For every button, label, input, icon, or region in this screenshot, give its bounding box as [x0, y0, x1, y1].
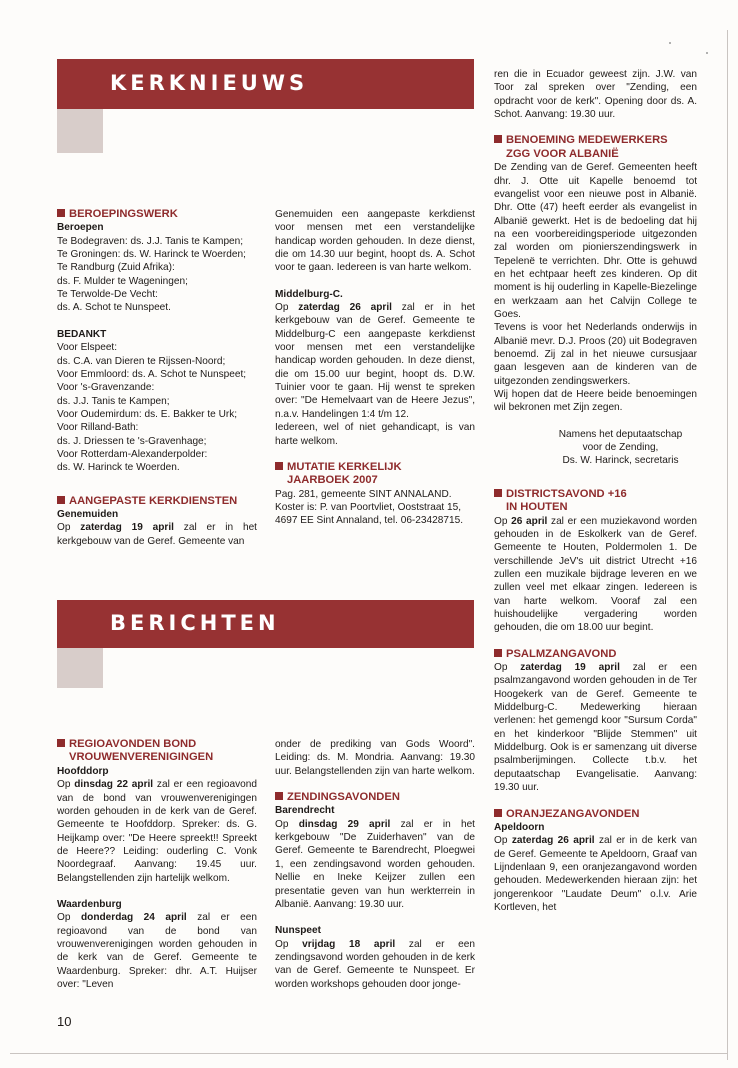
- text-line: Te Randburg (Zuid Afrika):: [57, 262, 175, 274]
- spacer: [57, 315, 257, 328]
- heading-square-icon: [57, 496, 65, 504]
- section-heading: [275, 791, 475, 804]
- paragraph: Wij hopen dat de Heere beide benoemingen wil bekronen met Zijn zegen.: [494, 389, 697, 414]
- heading-square-icon: [494, 809, 502, 817]
- heading-text: ORANJEZANGAVONDEN: [506, 807, 640, 820]
- heading-square-icon: [494, 489, 502, 497]
- paragraph-lead: Op: [57, 779, 75, 791]
- paragraph-date: zaterdag 26 april: [298, 302, 392, 314]
- text-line: ds. W. Harinck te Woerden.: [57, 462, 180, 474]
- spacer: [57, 885, 257, 898]
- paragraph-lead: Op: [494, 835, 512, 847]
- heading-text: DISTRICTSAVOND +16: [506, 487, 627, 500]
- section-heading: [494, 488, 697, 515]
- paragraph: [275, 938, 475, 991]
- subheading: Waardenburg: [57, 898, 122, 910]
- column-kerknieuws-left: [57, 208, 257, 548]
- column-right: [494, 68, 697, 914]
- speck: [669, 42, 671, 44]
- paragraph-date: zaterdag 19 april: [80, 522, 174, 534]
- text-line: Te Groningen: ds. W. Harinck te Woerden;: [57, 249, 246, 261]
- subheading: BEDANKT: [57, 328, 107, 340]
- spacer: [275, 275, 475, 288]
- paragraph: [494, 834, 697, 914]
- berichten-banner: [57, 600, 474, 648]
- paragraph-date: vrijdag 18 april: [302, 938, 396, 950]
- paragraph-body: zal er een psalmzangavond worden gehouden in de Ter Hoogekerk van de Geref. Gemeente te Middelburg-C. Medewerking hieraan verlenen: het gemengd koor "Sursum Corda" en het kinderkoor "Blijde Stemmen" uit Middelburg. Ook is er samenzang uit diverse psalmberijmingen. Collecte t.b.v. het deputaatschap Evangelisatie. Aanvang: 19.30 uur.: [494, 662, 697, 794]
- paragraph-body: zal er in het kerkgebouw van de Geref. Gemeente van: [57, 522, 257, 547]
- paragraph: [57, 521, 257, 548]
- paragraph: onder de prediking van Gods Woord". Leiding: ds. M. Mondria. Aanvang: 19.30 uur. Belangstellenden zijn van harte welkom.: [275, 739, 475, 777]
- paragraph: [275, 301, 475, 421]
- paragraph: [494, 661, 697, 794]
- paragraph-body: zal er een regioavond van de bond van vrouwenverenigingen worden gehouden in de kerk van de Geref. Gemeente te Waardenburg. Spreker: dhr. A.T. Huijser over: "Leven: [57, 912, 257, 990]
- section-heading: [275, 461, 475, 488]
- heading-text-continued: VROUWENVERENIGINGEN: [69, 751, 214, 764]
- paragraph-lead: Op: [494, 662, 521, 674]
- spacer: [494, 121, 697, 134]
- paragraph-body: zal er in het kerkgebouw "De Zuiderhaven" van de Geref. Gemeente te Barendrecht, Ploegwei 1, een zendingsavond worden gehouden. Nellie en Ineke Keijzer zullen een presentatie geven van hun werkterrein in Albanië. Aanvang: 19.30 uur.: [275, 818, 475, 910]
- paragraph: [494, 515, 697, 635]
- signature-line: Ds. W. Harinck, secretaris: [562, 455, 679, 467]
- speck: [706, 52, 708, 54]
- kerknieuws-banner-shade: [57, 105, 103, 153]
- paragraph-date: zaterdag 19 april: [520, 662, 620, 674]
- kerknieuws-banner: [57, 59, 474, 109]
- berichten-banner-shade: [57, 646, 103, 688]
- text-line: Voor Emmloord: ds. A. Schot te Nunspeet;: [57, 368, 247, 380]
- text-line: Voor Oudemirdum: ds. E. Bakker te Urk;: [57, 408, 238, 420]
- heading-square-icon: [57, 739, 65, 747]
- spacer: [57, 475, 257, 495]
- heading-text: AANGEPASTE KERKDIENSTEN: [69, 494, 238, 507]
- spacer: [494, 468, 697, 488]
- heading-text-continued: IN HOUTEN: [506, 501, 568, 514]
- signature-line: voor de Zending,: [582, 442, 659, 454]
- text-line: ds. A. Schot te Nunspeet.: [57, 302, 171, 314]
- paragraph-body: zal er een regioavond van de bond van vrouwenverenigingen worden gehouden in de kerk van de Geref. Gemeente te Hoofddorp. Spreker: ds. G. Heijkamp over: "De Heere spreekt!! Spreekt de Heere?? Leiding: ouderling C. Vonk Noordegraaf. Aanvang: 19.45 uur. Belangstellenden zijn hartelijk welkom.: [57, 779, 257, 884]
- paragraph: ren die in Ecuador geweest zijn. J.W. van Toor zal spreken over "Zending, een opdracht voor de kerk". Opening door ds. A. Schot. Aanvang: 19.30 uur.: [494, 69, 697, 121]
- section-title-kerknieuws: KERKNIEUWS: [110, 71, 309, 95]
- text-line: Koster is: P. van Poortvliet, Ooststraat 15,: [275, 502, 462, 513]
- paragraph-lead: Op: [57, 912, 81, 924]
- heading-text: REGIOAVONDEN BOND: [69, 738, 197, 750]
- paragraph: [57, 778, 257, 885]
- spacer: [494, 415, 697, 428]
- column-berichten-middle: [275, 738, 475, 991]
- page-edge-right: [727, 30, 728, 1060]
- page-number: 10: [57, 1014, 72, 1029]
- subheading: Genemuiden: [57, 509, 119, 520]
- text-line: Te Terwolde-De Vecht:: [57, 289, 158, 301]
- paragraph: Iedereen, wel of niet gehandicapt, is van harte welkom.: [275, 422, 475, 447]
- paragraph-lead: Op: [275, 938, 303, 950]
- text-line: ds. J.J. Tanis te Kampen;: [57, 395, 170, 407]
- heading-text-continued: JAARBOEK 2007: [287, 474, 378, 487]
- subheading: Middelburg-C.: [275, 288, 343, 300]
- section-heading: [494, 648, 697, 661]
- heading-square-icon: [57, 209, 65, 217]
- spacer: [494, 635, 697, 648]
- heading-text: BENOEMING MEDEWERKERS: [506, 134, 668, 147]
- heading-square-icon: [494, 135, 502, 143]
- signature-line: Namens het deputaatschap: [558, 428, 683, 440]
- subheading: Beroepen: [57, 222, 104, 234]
- text-line: Pag. 281, gemeente SINT ANNALAND.: [275, 488, 452, 500]
- heading-text-continued: ZGG VOOR ALBANIË: [506, 147, 619, 160]
- text-line: ds. J. Driessen te 's-Gravenhage;: [57, 435, 207, 447]
- paragraph-date: dinsdag 22 april: [74, 779, 154, 791]
- section-heading: [57, 738, 257, 765]
- paragraph-body: zal er een muziekavond worden gehouden in de Eskolkerk van de Geref. Gemeente te Houten, Poldermolen 1. De verschillende JeV's uit district Utrecht +16 zullen een muzikale bijdrage leveren en we zullen veel met elkaar zingen. Iedereen is van harte welkom. Vooraf zal een huishoudelijke vergadering worden gehouden, die om 18.00 uur begint.: [494, 515, 697, 634]
- text-line: Te Bodegraven: ds. J.J. Tanis te Kampen;: [57, 235, 244, 247]
- paragraph: [57, 911, 257, 991]
- paragraph-lead: Op: [494, 515, 512, 527]
- paragraph-body: zal er in de kerk van de Geref. Gemeente te Apeldoorn, Graaf van Lijndenlaan 9, een oranjezangavond worden gehouden. Medewerkenden hieraan zijn: het jongerenkoor "Laudate Deum" o.l.v. Arie Kortleven, het: [494, 835, 697, 913]
- text-line: Voor Rotterdam-Alexanderpolder:: [57, 448, 208, 460]
- paragraph-lead: Op: [57, 522, 81, 534]
- paragraph: Tevens is voor het Nederlands onderwijs in Albanië mevr. D.J. Proos (20) uit Bodegraven benoemd. Zij zal in het nieuwe cursusjaar gaan lesgeven aan de kinderen van de uitgezonden zendingswerkers.: [494, 322, 697, 387]
- paragraph-body: zal er een zendingsavond worden gehouden in de kerk van de Geref. Gemeente te Nunspeet. Er worden workshops gehouden door jonge-: [275, 938, 475, 990]
- subheading: Nunspeet: [275, 925, 321, 937]
- text-line: Voor 's-Gravenzande:: [57, 382, 155, 394]
- heading-square-icon: [275, 792, 283, 800]
- text-line: Voor Elspeet:: [57, 342, 118, 354]
- text-line: Voor Rilland-Bath:: [57, 422, 139, 434]
- page-edge-bottom: [10, 1053, 728, 1054]
- heading-square-icon: [494, 649, 502, 657]
- spacer: [275, 448, 475, 461]
- spacer: [494, 795, 697, 808]
- column-berichten-left: [57, 738, 257, 991]
- section-heading: [494, 134, 697, 161]
- section-heading: [494, 808, 697, 821]
- text-line: ds. F. Mulder te Wageningen;: [57, 275, 188, 287]
- paragraph-date: zaterdag 26 april: [511, 835, 595, 847]
- paragraph-body: zal er in het kerkgebouw van de Geref. Gemeente te Middelburg-C een aangepaste kerkdienst voor mensen met een verstandelijke handicap worden gehouden. In deze dienst, die om 15.00 uur begint, hoopt ds. D.W. Tuinier voor te gaan. Hij wenst te spreken over: "De Hemelvaart van de Heere Jezus", n.a.v. Handelingen 1:4 t/m 12.: [275, 302, 475, 420]
- heading-text: MUTATIE KERKELIJK: [287, 460, 402, 473]
- paragraph: De Zending van de Geref. Gemeenten heeft dhr. J. Otte uit Kapelle benoemd tot evangelist voor een nieuwe post in Albanië. Dhr. Otte (47) heeft eerder als evangelist in Albanië gewerkt. Het is de bedoeling dat hij na een voorbereidingsperiode uitgezonden zal worden om pionierszendingswerk in Tepelenë te verrichten. Dhr. Otte is gehuwd en het echtpaar heeft zes kinderen. Op dit moment is hij ouderling in Kapelle-Biezelinge en werkzaam aan het Calvijn College te Goes.: [494, 162, 697, 320]
- text-line: 4697 EE Sint Annaland, tel. 06-23428715.: [275, 515, 464, 527]
- text-line: ds. C.A. van Dieren te Rijssen-Noord;: [57, 355, 226, 367]
- section-title-berichten: BERICHTEN: [110, 611, 280, 635]
- section-heading: [57, 208, 257, 221]
- paragraph-date: 26 april: [511, 515, 548, 527]
- spacer: [275, 778, 475, 791]
- paragraph: [275, 818, 475, 911]
- spacer: [275, 911, 475, 924]
- subheading: Hoofddorp: [57, 765, 109, 777]
- subheading: Barendrecht: [275, 805, 335, 817]
- paragraph-lead: Op: [275, 302, 299, 314]
- paragraph-date: donderdag 24 april: [80, 912, 187, 924]
- section-heading: [57, 495, 257, 508]
- column-kerknieuws-middle: [275, 208, 475, 528]
- heading-text: PSALMZANGAVOND: [506, 647, 617, 660]
- heading-text: BEROEPINGSWERK: [69, 208, 178, 220]
- paragraph-lead: Op: [275, 818, 299, 830]
- heading-square-icon: [275, 462, 283, 470]
- paragraph: Genemuiden een aangepaste kerkdienst voor mensen met een verstandelijke handicap worden gehouden. In deze dienst, die om 14.30 uur begint, hoopt ds. A. Schot voor te gaan. Iedereen is van harte welkom.: [275, 209, 475, 274]
- paragraph-date: dinsdag 29 april: [298, 818, 391, 830]
- heading-text: ZENDINGSAVONDEN: [287, 791, 400, 804]
- subheading: Apeldoorn: [494, 821, 545, 833]
